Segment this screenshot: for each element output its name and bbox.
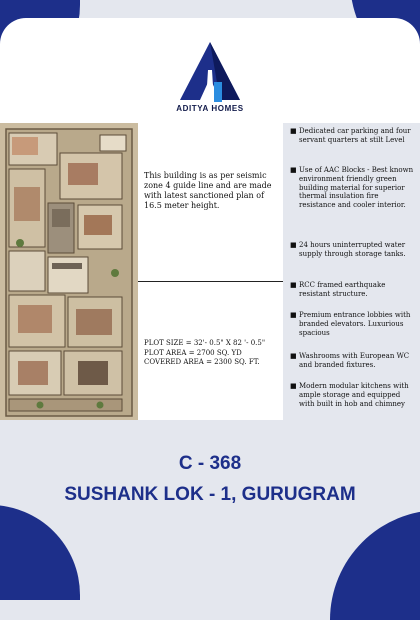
feature-item: ■ 24 hours uninterrupted water supply through storage tanks. <box>290 241 406 258</box>
building-description: This building is as per seismic zone 4 guide line and are made with latest sanctioned plan of 16.5 meter height. <box>144 171 272 210</box>
bullet-icon: ■ <box>290 311 297 319</box>
bullet-icon: ■ <box>290 352 297 360</box>
bullet-icon: ■ <box>290 281 297 289</box>
footer-decor-right <box>330 510 420 620</box>
feature-item: ■ Premium entrance lobbies with branded elevators. Luxurious spacious <box>290 311 411 337</box>
feature-item: ■ Dedicated car parking and four servant quarters at stilt Level <box>290 127 411 144</box>
bullet-icon: ■ <box>290 166 297 174</box>
floor-plan <box>0 123 138 420</box>
feature-item: ■ Washrooms with European WC and branded fixtures. <box>290 352 410 369</box>
covered-area: COVERED AREA = 2300 SQ. FT. <box>144 358 260 366</box>
property-location: SUSHANK LOK - 1, GURUGRAM <box>64 484 356 505</box>
plot-specs <box>144 339 284 368</box>
description-panel <box>138 123 283 420</box>
bullet-icon: ■ <box>290 382 297 390</box>
feature-item: ■ RCC framed earthquake resistant structure. <box>290 281 386 298</box>
property-code: C - 368 <box>178 453 242 474</box>
divider <box>138 281 283 282</box>
brand-name: ADITYA HOMES <box>176 104 244 113</box>
bullet-icon: ■ <box>290 241 297 249</box>
feature-item: ■ Modern modular kitchens with ample storage and equipped with built in hob and chimney <box>290 382 409 408</box>
plot-area: PLOT AREA = 2700 SQ. YD <box>144 348 242 357</box>
footer-decor-left <box>0 505 80 600</box>
features-panel <box>283 123 420 420</box>
floor-plan-drawing <box>0 123 138 420</box>
bullet-icon: ■ <box>290 127 297 135</box>
feature-item: ■ Use of AAC Blocks - Best known environment friendly green building material for superior thermal insulation fire resistance and cooler interior. <box>290 166 414 210</box>
plot-size: PLOT SIZE = 32'- 0.5" X 82 '- 0.5" <box>144 339 266 347</box>
